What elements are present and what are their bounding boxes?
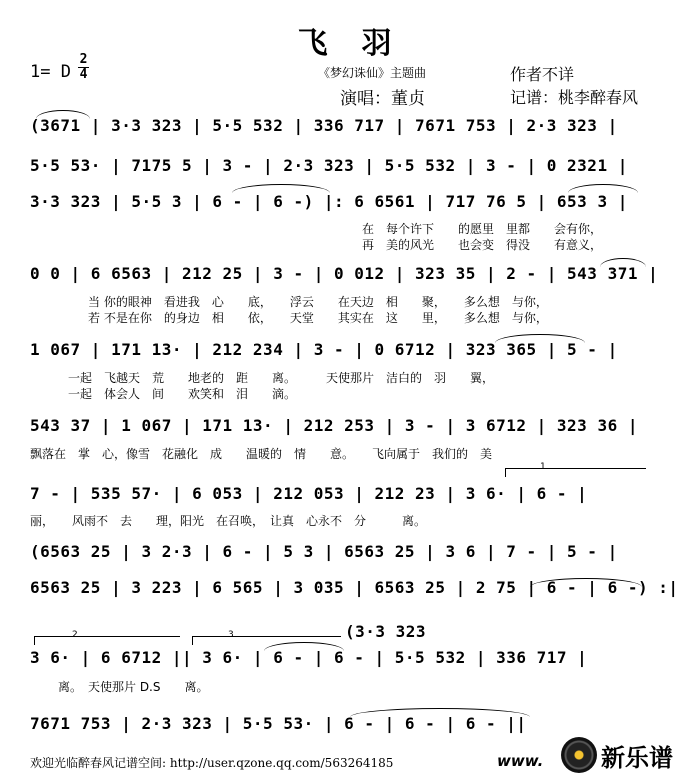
volta-2-number: 2 bbox=[72, 630, 78, 640]
score-line-11: 7671 753 | 2·3 323 | 5·5 53· | 6 - | 6 - | 6 - || bbox=[30, 714, 527, 733]
lyric-line-4b: 若 不是在你 的身边 相 依， 天堂 其实在 这 里， 多么想 与你， bbox=[88, 311, 548, 325]
score-line-7: 7 - | 535 57· | 6 053 | 212 053 | 212 23 | 3 6· | 6 - | bbox=[30, 484, 588, 503]
score-title: 飞 羽 bbox=[297, 26, 394, 61]
volta-bracket-1 bbox=[505, 468, 646, 477]
slur bbox=[36, 110, 90, 119]
time-signature bbox=[78, 54, 89, 81]
slur bbox=[350, 708, 530, 717]
lyric-line-4a: 当 你的眼神 看进我 心 底， 浮云 在天边 相 聚， 多么想 与你， bbox=[88, 295, 548, 309]
logo-www: www. bbox=[497, 752, 544, 770]
score-line-3: 3·3 323 | 5·5 3 | 6 - | 6 -) |: 6 6561 | 717 76 5 | 653 3 | bbox=[30, 192, 628, 211]
author: 作者不详 bbox=[510, 65, 575, 84]
lyric-line-5a: 一起 飞越天 荒 地老的 距 离。 天使那片 洁白的 羽 翼， bbox=[68, 371, 495, 385]
lyric-line-3a: 在 每个许下 的愿里 里都 会有你， bbox=[362, 222, 603, 236]
volta-bracket-2 bbox=[34, 636, 180, 645]
score-line-5: 1 067 | 171 13· | 212 234 | 3 - | 0 6712 | 323 365 | 5 - | bbox=[30, 340, 618, 359]
volta-3-number: 3 bbox=[228, 630, 234, 640]
slur bbox=[568, 184, 638, 193]
key-signature: 1= D bbox=[30, 62, 71, 82]
volta-1-number: 1 bbox=[540, 462, 546, 472]
slur bbox=[232, 184, 330, 193]
lyric-line-5b: 一起 体会人 间 欢笑和 泪 滴。 bbox=[68, 387, 297, 401]
score-line-9: 6563 25 | 3 223 | 6 565 | 3 035 | 6563 25 | 2 75 | 6 - | 6 -) :| bbox=[30, 578, 679, 597]
slur bbox=[600, 258, 646, 267]
singer: 演唱：董贞 bbox=[340, 89, 425, 109]
scribe: 记谱：桃李醉春风 bbox=[510, 88, 639, 107]
time-bottom: 4 bbox=[79, 67, 88, 82]
score-line-1: (3671 | 3·3 323 | 5·5 532 | 336 717 | 7671 753 | 2·3 323 | bbox=[30, 116, 618, 135]
time-top: 2 bbox=[79, 52, 88, 67]
footer-text: 欢迎光临醉春风记谱空间: http://user.qzone.qq.com/563264185 bbox=[30, 756, 394, 770]
score-line-4: 0 0 | 6 6563 | 212 25 | 3 - | 0 012 | 323 35 | 2 - | 543 371 | bbox=[30, 264, 659, 283]
lyric-line-6: 飘落在 掌 心，像雪 花融化 成 温暖的 情 意。 飞向属于 我们的 美 bbox=[30, 447, 493, 461]
lyric-line-3b: 再 美的风光 也会变 得没 有意义， bbox=[362, 238, 603, 252]
vinyl-disc-icon bbox=[561, 737, 597, 773]
logo-name: 新乐谱 bbox=[601, 744, 673, 772]
score-line-10: 3 6· | 6 6712 || 3 6· | 6 - | 6 - | 5·5 532 | 336 717 | bbox=[30, 648, 588, 667]
lyric-line-7: 丽， 风雨不 去 理，阳光 在召唤， 让真 心永不 分 离。 bbox=[30, 514, 427, 528]
score-line-6: 543 37 | 1 067 | 171 13· | 212 253 | 3 - | 3 6712 | 323 36 | bbox=[30, 416, 638, 435]
score-line-10-repeat: (3·3 323 bbox=[345, 622, 427, 641]
lyric-line-10: 离。 天使那片 D.S 离。 bbox=[58, 680, 209, 694]
subtitle: 《梦幻诛仙》主题曲 bbox=[318, 66, 427, 80]
score-line-8: (6563 25 | 3 2·3 | 6 - | 5 3 | 6563 25 | 3 6 | 7 - | 5 - | bbox=[30, 542, 618, 561]
score-line-2: 5·5 53· | 7175 5 | 3 - | 2·3 323 | 5·5 532 | 3 - | 0 2321 | bbox=[30, 156, 628, 175]
slur bbox=[495, 334, 585, 343]
site-logo bbox=[495, 736, 691, 776]
